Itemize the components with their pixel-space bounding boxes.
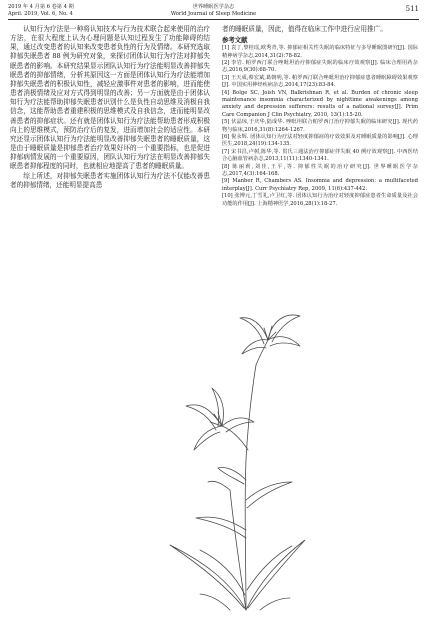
reference-item: [4] Bolge SC, Joish VN, Balkrishnan R, et al. Burden of chronic sleep maintenance insomnia characterized by nighttime awakenings among anxiety and depression sufferers: results of a national survey[J]. Prim Care Companion J Clin Psychiatry, 2010, 13(1):15-20. [222, 89, 418, 118]
page-number: 511 [405, 5, 419, 13]
journal-en: World Journal of Sleep Medicine [170, 10, 257, 17]
body-paragraph-continued: 者的睡眠质量，因此，值得在临床工作中进行应用推广。 [222, 25, 387, 33]
reference-item: [10] 张博元,丁雪礼,卢卫红,等. 团体认知行为治疗对轻度抑郁症患者生命质量及社会功能的作用[J]. 上海精神医学,2016,28(1):18-27. [222, 193, 418, 207]
reference-item: [2] 李岩. 帕罗西汀联合唑吡坦治疗抑郁症失眠的临床疗效观察[J]. 临床合理用药杂志,2016,9(30):68-70. [222, 59, 418, 74]
issue-cn: 2019 年 4 月第 6 卷第 4 期 [8, 4, 74, 10]
reference-item: [1] 袁丁,黎桂瑶,欧秀青,等. 抑郁症相关性失眠的临床特征与多导睡眠图研究[J]. 国际精神病学杂志,2014,31(2):78-82. [222, 45, 418, 59]
header-rule [8, 19, 419, 20]
reference-item: [5] 伏晶琼,于庆华,陆成华. 唑吡坦联合帕罗西汀治疗抑郁失眠的临床研究[J]. 现代药物与临床,2016,31(8):1264-1267. [222, 119, 418, 133]
issue-en: April. 2019, Vol. 6, No. 4 [8, 10, 73, 17]
journal-name [8, 4, 419, 17]
journal-cn: 世界睡眠医学杂志 [192, 4, 235, 10]
references-heading: 参考文献 [222, 36, 248, 45]
body-paragraph: 认知行为疗法是一种将认知技术与行为技术联合起来使用的治疗方法，在很大程度上认为心理问题是认知过程发生了功能障碍的结果，通过改变患者的认知来改变患者负性的行为及情绪。本研究选取抑郁失眠患者 88 例为研究对象，来探讨团体认知行为疗法对抑郁失眠患者的影响。本研究结果显示团队认知行为疗法能明显改善抑郁失眠患者的抑郁情绪，分析其原因这一方面是团体认知行为疗法能增加抑郁失眠患者的积极认知性，减轻应激事件对患者的影响，进而能使患者消极情绪及应对方式得到明显的改善；另一方面就是由于团体认知行为疗法能帮助抑郁失眠患者识别什么是负性自动思维及消极自我信念，这能帮助患者重建积极的思维模式及自我信念，进而能明显改善患者的抑郁症状。还有就是团体认知行为疗法能帮助患者形成积极向上的思维模式，预防治疗后的复发，进而增加社会的适应性。本研究还显示团体认知行为疗法能明显改善抑郁失眠患者的睡眠质量，这是由于睡眠质量是抑郁患者治疗效果好坏的一个重要指标，也是促进抑郁病情发展的一个重要原因，团队认知行为疗法在明显改善抑郁失眠患者抑郁程度的同时，也就相应地提高了患者的睡眠质量。 [10, 25, 210, 171]
reference-item: [6] 倪永辉. 团体认知行为疗法对轻度抑郁症的疗效效果及对睡眠质量的影响[J]. 心理医生,2018,24(19):134-135. [222, 134, 418, 148]
lily-flower-icon [160, 310, 310, 620]
right-column [222, 25, 418, 208]
reference-item: [9] Manber R, Chambers AS. Insomnia and depression: a multifaceted interplay[J]. Curr Psychiatry Rep, 2009, 11(6):437-442. [222, 178, 418, 192]
left-column [10, 25, 210, 190]
reference-item: [7] 宋书昌,卢树,陈华,等. 贯氏三通法治疗抑郁症伴失眠 40 例疗效观察[J]. 中西医结合心脑血管病杂志,2013,11(11):1340-1341. [222, 148, 418, 163]
reference-item: [8] 陈丽莉,刘佳,王平,等. 抑郁性失眠的治疗研究[J]. 世界睡眠医学杂志,2017,4(3):164-168. [222, 163, 418, 178]
reference-list [222, 45, 418, 208]
body-paragraph: 综上所述，对抑郁失眠患者实施团体认知行为疗法不仅能改善患者的抑郁情绪，还能明显提高患 [10, 171, 210, 189]
reference-item: [3] 王天成,蔡宏斌,葛朝明,等. 帕罗西汀联合唑吡坦治疗抑郁症患者睡眠障碍效果观察[J]. 中国实用神经疾病杂志,2014,17(23):83-84. [222, 74, 418, 89]
